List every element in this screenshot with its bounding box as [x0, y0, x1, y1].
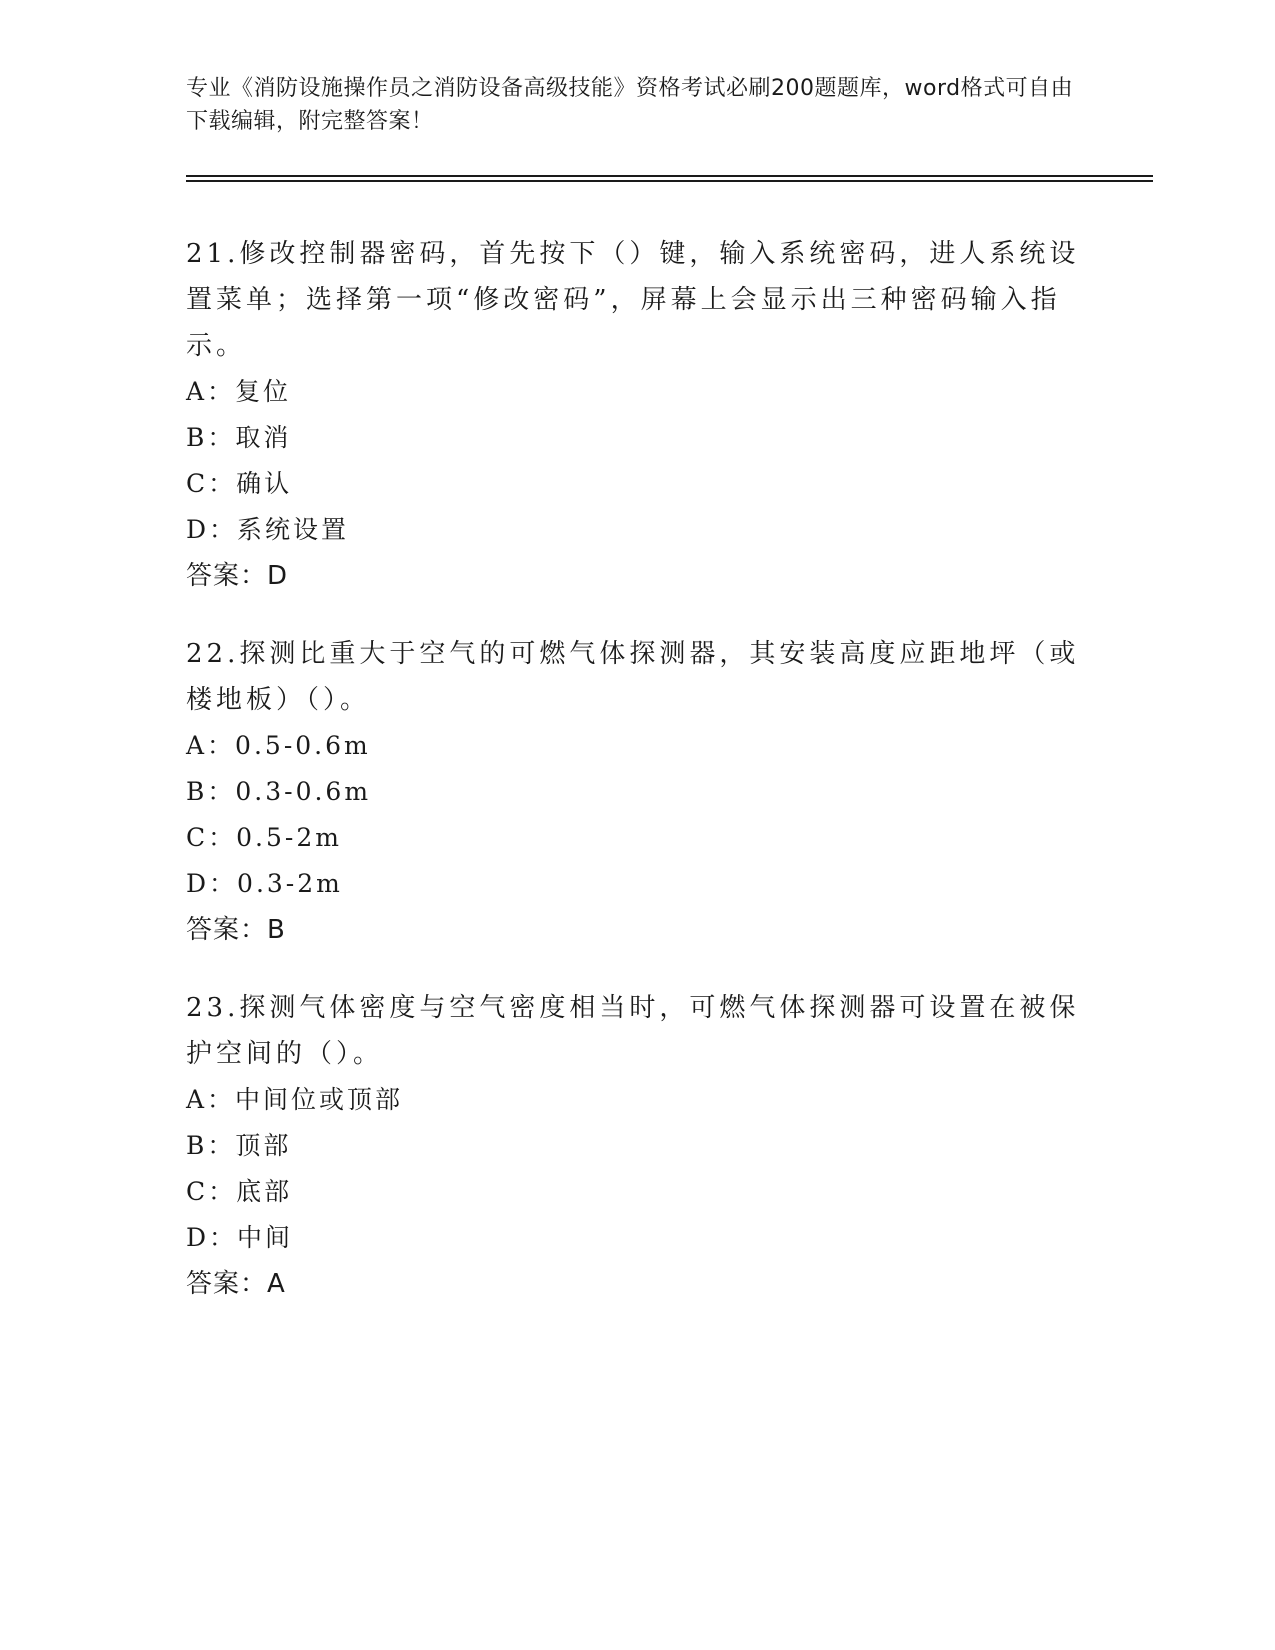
question-text: 21.修改控制器密码，首先按下（）键，输入系统密码，进人系统设置菜单；选择第一项“修改密码”，屏幕上会显示出三种密码输入指示。 — [186, 239, 1080, 361]
question-text: 23.探测气体密度与空气密度相当时，可燃气体探测器可设置在被保护空间的（）。 — [186, 993, 1080, 1069]
header-divider-top — [186, 175, 1153, 177]
question-22 — [186, 631, 1086, 953]
option-b: B：0.3-0.6m — [186, 777, 372, 806]
header-divider-bottom — [186, 180, 1153, 182]
answer: 答案：A — [186, 1269, 286, 1299]
question-21 — [186, 231, 1086, 599]
option-c: C：确认 — [186, 469, 293, 498]
option-d: D：0.3-2m — [186, 869, 343, 898]
option-d: D：系统设置 — [186, 515, 350, 544]
answer: 答案：B — [186, 915, 286, 945]
question-list — [186, 231, 1086, 1339]
option-a: A：0.5-0.6m — [186, 731, 371, 760]
document-intro: 专业《消防设施操作员之消防设备高级技能》资格考试必刷200题题库，word格式可自由下载编辑，附完整答案！ — [186, 76, 1074, 134]
option-d: D：中间 — [186, 1223, 294, 1252]
answer: 答案：D — [186, 561, 289, 591]
option-a: A：中间位或顶部 — [186, 1085, 404, 1114]
option-a: A：复位 — [186, 377, 292, 406]
question-23 — [186, 985, 1086, 1307]
option-b: B：取消 — [186, 423, 292, 452]
option-b: B：顶部 — [186, 1131, 292, 1160]
question-text: 22.探测比重大于空气的可燃气体探测器，其安装高度应距地坪（或楼地板）（）。 — [186, 639, 1080, 715]
option-c: C：底部 — [186, 1177, 293, 1206]
option-c: C：0.5-2m — [186, 823, 342, 852]
